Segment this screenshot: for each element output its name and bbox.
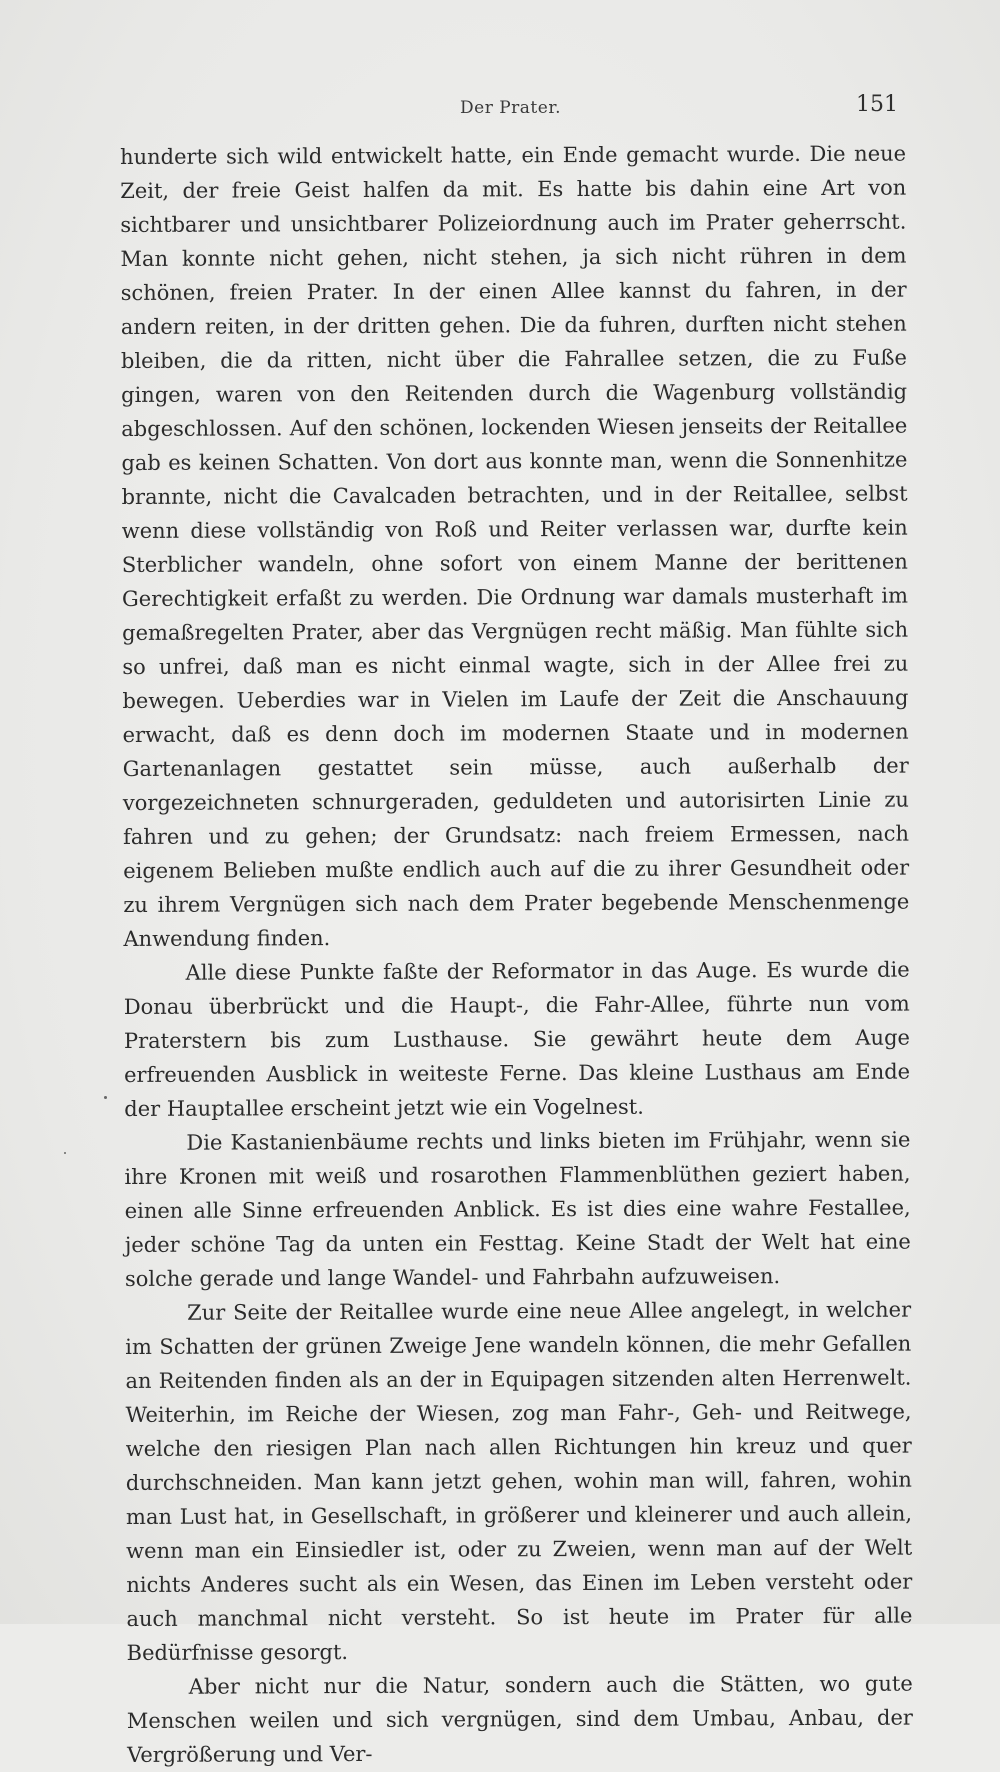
paper-speck (104, 1096, 107, 1099)
paragraph-2: Alle diese Punkte faßte der Reformator in das Auge. Es wurde die Donau überbrückt und die Haupt-, die Fahr-Allee, führte nun vom Praterstern bis zum Lusthause. Sie gewährt heute dem Auge erfreuenden Ausblick in weiteste Ferne. Das kleine Lusthaus am Ende der Hauptallee erscheint jetzt wie ein Vogelnest. (123, 957, 911, 1121)
paper-speck (64, 1152, 66, 1154)
running-title: Der Prater. (460, 98, 561, 118)
paragraph-4: Zur Seite der Reitallee wurde eine neue Allee angelegt, in welcher im Schatten der grünen Zweige Jene wandeln können, die mehr Gefallen an Reitenden finden als an der in Equipagen sitzenden alten Herrenwelt. Weiterhin, im Reiche der Wiesen, zog man Fahr-, Geh- und Reitwege, welche den riesigen Plan nach allen Richtungen hin kreuz und quer durchschneiden. Man kann jetzt gehen, wohin man will, fahren, wohin man Lust hat, in Gesellschaft, in größerer und kleinerer und auch allein, wenn man ein Einsiedler ist, oder zu Zweien, wenn man auf der Welt nichts Anderes sucht als ein Wesen, das Einen im Leben versteht oder auch manchmal nicht versteht. So ist heute im Prater für alle Bedürfnisse gesorgt. (125, 1297, 913, 1665)
running-head (0, 92, 1000, 122)
paragraph-5: Aber nicht nur die Natur, sondern auch die Stätten, wo gute Menschen weilen und sich vergnügen, sind dem Umbau, Anbau, der Vergrößerung und Ver- (126, 1671, 913, 1767)
body-text (120, 137, 913, 1772)
paragraph-1: hunderte sich wild entwickelt hatte, ein Ende gemacht wurde. Die neue Zeit, der freie Geist halfen da mit. Es hatte bis dahin eine Art von sichtbarer und unsichtbarer Polizeiordnung auch im Prater geherrscht. Man konnte nicht gehen, nicht stehen, ja sich nicht rühren in dem schönen, freien Prater. In der einen Allee kannst du fahren, in der andern reiten, in der dritten gehen. Die da fuhren, durften nicht stehen bleiben, die da ritten, nicht über die Fahrallee setzen, die zu Fuße gingen, waren von den Reitenden durch die Wagenburg vollständig abgeschlossen. Auf den schönen, lockenden Wiesen jenseits der Reitallee gab es keinen Schatten. Von dort aus konnte man, wenn die Sonnenhitze brannte, nicht die Cavalcaden betrachten, und in der Reitallee, selbst wenn diese vollständig von Roß und Reiter verlassen war, durfte kein Sterblicher wandeln, ohne sofort von einem Manne der berittenen Gerechtigkeit erfaßt zu werden. Die Ordnung war damals musterhaft im gemaßregelten Prater, aber das Vergnügen recht mäßig. Man fühlte sich so unfrei, daß man es nicht einmal wagte, sich in der Allee frei zu bewegen. Ueberdies war in Vielen im Laufe der Zeit die Anschauung erwacht, daß es denn doch im modernen Staate und in modernen Gartenanlagen gestattet sein müsse, auch außerhalb der vorgezeichneten schnurgeraden, geduldeten und autorisirten Linie zu fahren und zu gehen; der Grundsatz: nach freiem Ermessen, nach eigenem Belieben mußte endlich auch auf die zu ihrer Gesundheit oder zu ihrem Vergnügen sich nach dem Prater begebende Menschenmenge Anwendung finden. (120, 141, 910, 951)
paragraph-3: Die Kastanienbäume rechts und links bieten im Frühjahr, wenn sie ihre Kronen mit weiß und rosarothen Flammenblüthen geziert haben, einen alle Sinne erfreuenden Anblick. Es ist dies eine wahre Festallee, jeder schöne Tag da unten ein Festtag. Keine Stadt der Welt hat eine solche gerade und lange Wandel- und Fahrbahn aufzuweisen. (124, 1127, 911, 1291)
page-number: 151 (856, 92, 898, 117)
